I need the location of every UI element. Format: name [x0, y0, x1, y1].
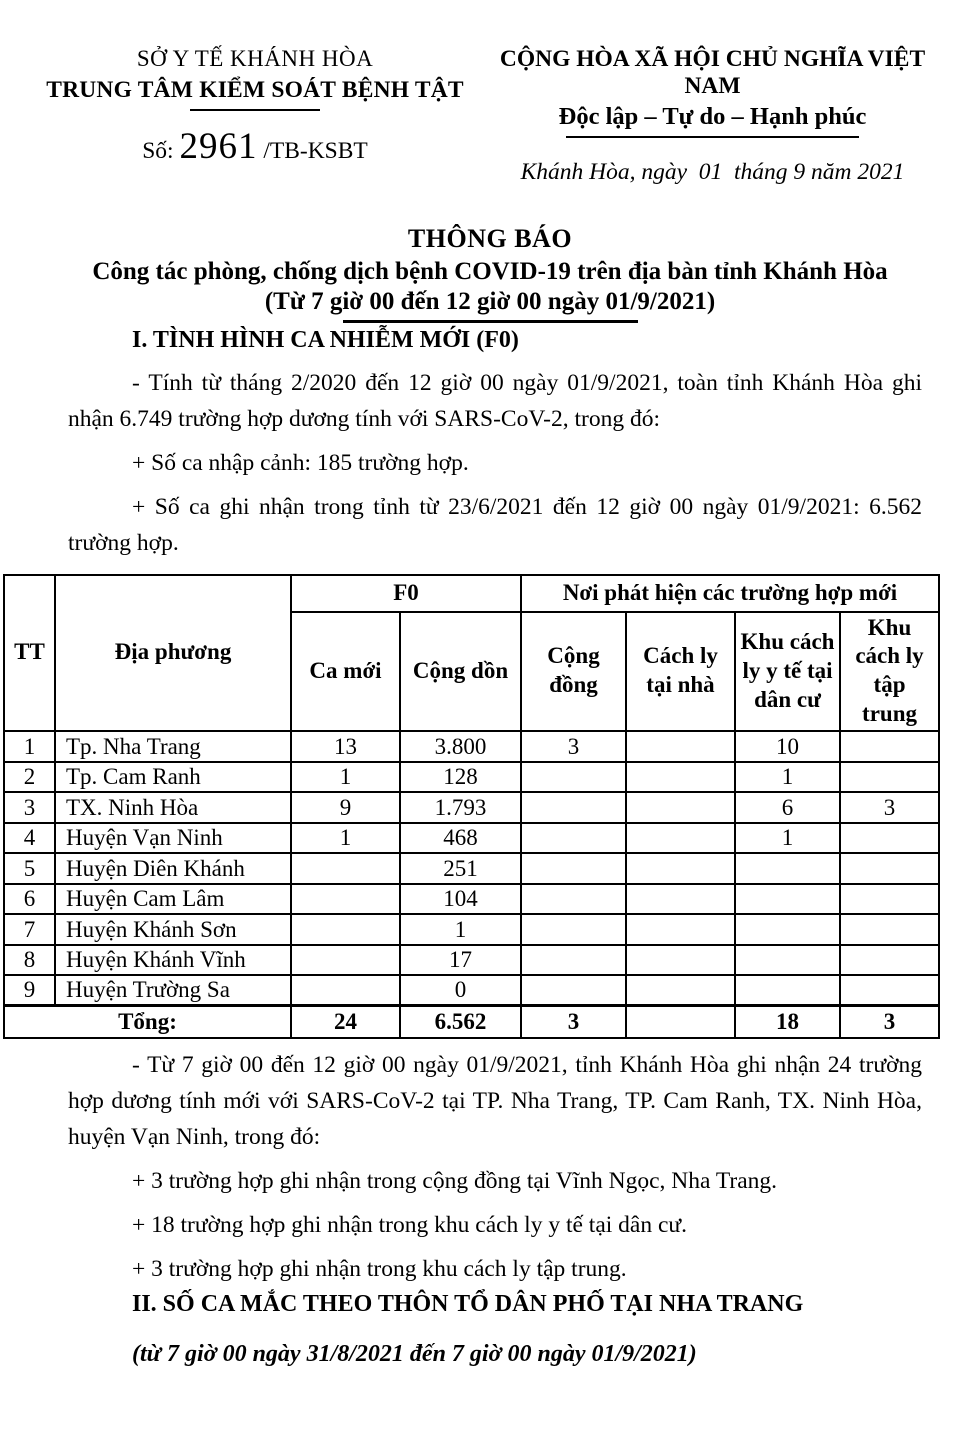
- table-row: [4, 884, 939, 915]
- table-row: [4, 945, 939, 976]
- value-cell: 7: [4, 914, 55, 945]
- value-cell: [291, 914, 400, 945]
- value-cell: [735, 945, 840, 976]
- value-cell: 1: [4, 731, 55, 762]
- issuing-org-block: [35, 46, 475, 186]
- table-row: [4, 975, 939, 1006]
- paragraph: + 18 trường hợp ghi nhận trong khu cách ly y tế tại dân cư.: [132, 1211, 688, 1238]
- col-group-detection-place: Nơi phát hiện các trường hợp mới: [521, 575, 939, 612]
- value-cell: 2: [4, 762, 55, 793]
- value-cell: 3: [840, 792, 939, 823]
- value-cell: 104: [400, 884, 521, 915]
- paragraph: - Từ 7 giờ 00 đến 12 giờ 00 ngày 01/9/2021, tỉnh Khánh Hòa ghi nhận 24 trường hợp dương tính mới với SARS-CoV-2 tại TP. Nha Trang, TP. Cam Ranh, TX. Ninh Hòa, huyện Vạn Ninh, trong đó:: [68, 1051, 922, 1150]
- paragraph: + Số ca ghi nhận trong tỉnh từ 23/6/2021 đến 12 giờ 00 ngày 01/9/2021: 6.562 trường hợp.: [68, 493, 922, 556]
- table-row: [4, 823, 939, 854]
- value-cell: [521, 823, 626, 854]
- value-cell: 0: [400, 975, 521, 1006]
- value-cell: 128: [400, 762, 521, 793]
- value-cell: [840, 762, 939, 793]
- motto-line: Độc lập – Tự do – Hạnh phúc: [558, 103, 867, 130]
- value-cell: 4: [4, 823, 55, 854]
- locality-cell: Huyện Vạn Ninh: [55, 823, 291, 854]
- paragraph: + 3 trường hợp ghi nhận trong cộng đồng tại Vĩnh Ngọc, Nha Trang.: [132, 1167, 778, 1194]
- value-cell: 3.800: [400, 731, 521, 762]
- doc-number-value: 2961: [179, 126, 258, 167]
- doc-number-suffix: /TB-KSBT: [257, 138, 368, 164]
- value-cell: 1: [735, 823, 840, 854]
- value-cell: 6: [735, 792, 840, 823]
- paragraph: + 3 trường hợp ghi nhận trong khu cách ly tập trung.: [132, 1255, 627, 1282]
- document-header: [0, 46, 980, 186]
- value-cell: 468: [400, 823, 521, 854]
- notice-title: THÔNG BÁO: [407, 224, 573, 253]
- locality-cell: TX. Ninh Hòa: [55, 792, 291, 823]
- col-header-locality: Địa phương: [55, 575, 291, 732]
- col-header-medical-quarantine: Khu cách ly y tế tại dân cư: [735, 612, 840, 732]
- value-cell: 9: [4, 975, 55, 1006]
- value-cell: [840, 945, 939, 976]
- total-new-cases: 24: [291, 1006, 400, 1038]
- value-cell: 6: [4, 884, 55, 915]
- table-row: [4, 731, 939, 762]
- table-row: [4, 914, 939, 945]
- value-cell: [626, 792, 735, 823]
- value-cell: 1: [400, 914, 521, 945]
- national-motto-block: [480, 46, 945, 186]
- value-cell: [840, 914, 939, 945]
- value-cell: [521, 975, 626, 1006]
- section-2-period: (từ 7 giờ 00 ngày 31/8/2021 đến 7 giờ 00 ngày 01/9/2021): [132, 1340, 697, 1367]
- section-2-heading: II. SỐ CA MẮC THEO THÔN TỔ DÂN PHỐ TẠI NHA TRANG: [132, 1290, 804, 1317]
- col-group-f0: F0: [291, 575, 521, 612]
- covid-cases-table: [3, 574, 940, 1039]
- value-cell: 10: [735, 731, 840, 762]
- value-cell: [840, 975, 939, 1006]
- org-parent-name: SỞ Y TẾ KHÁNH HÒA: [136, 46, 374, 71]
- national-header-line: CỘNG HÒA XÃ HỘI CHỦ NGHĨA VIỆT NAM: [499, 46, 926, 99]
- title-block: [0, 224, 980, 323]
- total-label: Tổng:: [4, 1006, 291, 1038]
- locality-cell: Huyện Trường Sa: [55, 975, 291, 1006]
- locality-cell: Huyện Khánh Vĩnh: [55, 945, 291, 976]
- locality-cell: Huyện Cam Lâm: [55, 884, 291, 915]
- col-header-home-quarantine: Cách ly tại nhà: [626, 612, 735, 732]
- total-home-quarantine: [626, 1006, 735, 1038]
- value-cell: [291, 884, 400, 915]
- locality-cell: Tp. Nha Trang: [55, 731, 291, 762]
- value-cell: 8: [4, 945, 55, 976]
- doc-number-prefix: Số:: [142, 138, 180, 164]
- value-cell: [291, 945, 400, 976]
- motto-underline: [566, 136, 859, 138]
- notice-subtitle: Công tác phòng, chống dịch bệnh COVID-19 trên địa bàn tỉnh Khánh Hòa: [92, 258, 888, 285]
- value-cell: [840, 823, 939, 854]
- value-cell: [626, 884, 735, 915]
- table-body: [4, 731, 939, 1006]
- col-header-tt: TT: [4, 575, 55, 732]
- document-body-2: [68, 1047, 922, 1371]
- section-1-heading: I. TÌNH HÌNH CA NHIỄM MỚI (F0): [132, 326, 519, 353]
- value-cell: [735, 853, 840, 884]
- value-cell: 1: [291, 823, 400, 854]
- value-cell: [626, 945, 735, 976]
- org-name: TRUNG TÂM KIỂM SOÁT BỆNH TẬT: [46, 77, 464, 103]
- value-cell: [735, 975, 840, 1006]
- value-cell: [735, 884, 840, 915]
- col-header-central-quarantine: Khu cách ly tập trung: [840, 612, 939, 732]
- value-cell: [521, 792, 626, 823]
- place-date-line: Khánh Hòa, ngày 01 tháng 9 năm 2021: [520, 159, 905, 185]
- value-cell: [840, 731, 939, 762]
- value-cell: [291, 853, 400, 884]
- total-central-quarantine: 3: [840, 1006, 939, 1038]
- value-cell: [626, 914, 735, 945]
- locality-cell: Huyện Diên Khánh: [55, 853, 291, 884]
- value-cell: 13: [291, 731, 400, 762]
- value-cell: 251: [400, 853, 521, 884]
- table-total-row: [4, 1006, 939, 1038]
- value-cell: [521, 853, 626, 884]
- value-cell: [521, 914, 626, 945]
- col-header-new-cases: Ca mới: [291, 612, 400, 732]
- value-cell: 5: [4, 853, 55, 884]
- col-header-cumulative: Cộng dồn: [400, 612, 521, 732]
- total-community: 3: [521, 1006, 626, 1038]
- value-cell: 1: [735, 762, 840, 793]
- locality-cell: Tp. Cam Ranh: [55, 762, 291, 793]
- paragraph: + Số ca nhập cảnh: 185 trường hợp.: [132, 449, 469, 476]
- value-cell: 1: [291, 762, 400, 793]
- value-cell: [291, 975, 400, 1006]
- value-cell: [735, 914, 840, 945]
- value-cell: [521, 945, 626, 976]
- total-medical-quarantine: 18: [735, 1006, 840, 1038]
- org-underline: [190, 109, 320, 111]
- value-cell: [626, 823, 735, 854]
- table-row: [4, 762, 939, 793]
- document-body: [68, 323, 922, 561]
- value-cell: [521, 762, 626, 793]
- total-cumulative: 6.562: [400, 1006, 521, 1038]
- locality-cell: Huyện Khánh Sơn: [55, 914, 291, 945]
- doc-number: [35, 125, 475, 168]
- table-row: [4, 853, 939, 884]
- notice-period: (Từ 7 giờ 00 đến 12 giờ 00 ngày 01/9/2021): [264, 288, 716, 315]
- value-cell: [840, 853, 939, 884]
- paragraph: - Tính từ tháng 2/2020 đến 12 giờ 00 ngày 01/9/2021, toàn tỉnh Khánh Hòa ghi nhận 6.749 trường hợp dương tính với SARS-CoV-2, trong đó:: [68, 369, 922, 432]
- value-cell: [626, 731, 735, 762]
- value-cell: 9: [291, 792, 400, 823]
- value-cell: 3: [4, 792, 55, 823]
- col-header-community: Cộng đồng: [521, 612, 626, 732]
- value-cell: [840, 884, 939, 915]
- value-cell: [626, 975, 735, 1006]
- value-cell: 17: [400, 945, 521, 976]
- table-row: [4, 792, 939, 823]
- value-cell: [626, 853, 735, 884]
- value-cell: [626, 762, 735, 793]
- value-cell: 1.793: [400, 792, 521, 823]
- value-cell: [521, 884, 626, 915]
- value-cell: 3: [521, 731, 626, 762]
